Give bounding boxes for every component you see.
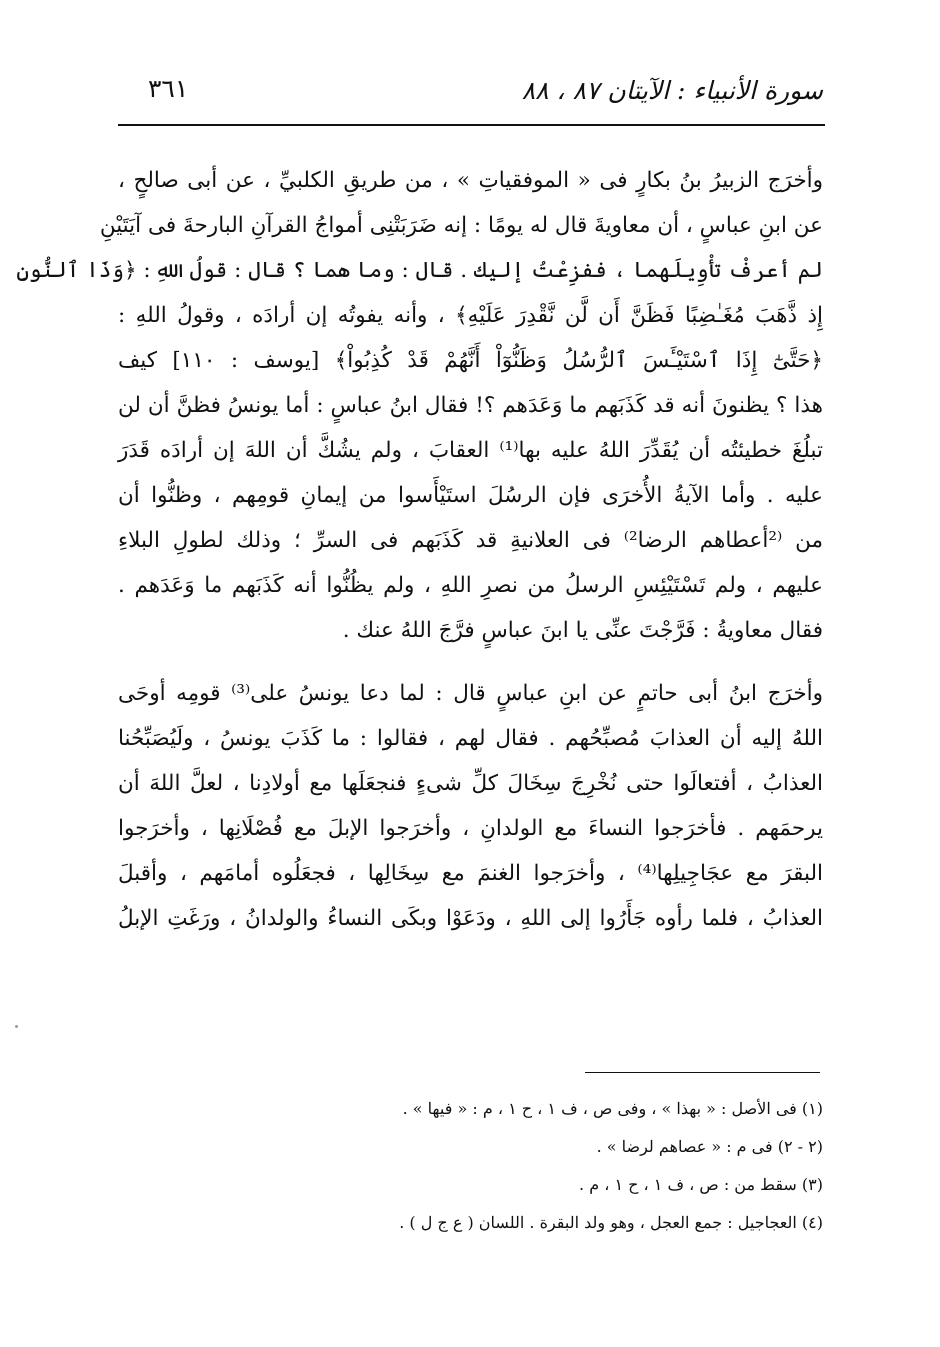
paragraph-1 <box>16 158 824 653</box>
text-line: البقرَ مع عجَاجِيلِها⁽⁴⁾ ، وأخرَجوا الغنمَ مع سِخَالِها ، فجعَلُوه أمامَهم ، وأقبلَ <box>118 861 823 886</box>
text-line: ﴿حَتَّىٰٓ إِذَا ٱسْتَيْـَٔسَ ٱلرُّسُلُ وَظَنُّوٓاْ أَنَّهُمْ قَدْ كُذِبُواْ﴾ [يوسف : ١١٠] كيف <box>118 348 824 373</box>
footnote-1: (١) فى الأصل : « بهذا » ، وفى ص ، ف ١ ، ح ١ ، م : « فيها » . <box>402 1099 823 1118</box>
text-line: عليهم ، ولم تَسْتَيْئِسِ الرسلُ من نصرِ اللهِ ، ولم يظُنُّوا أنه كَذَبَهم ما وَعَدَهم . <box>118 573 823 598</box>
text-line: يرحمَهم . فأخرَجوا النساءَ مع الولدانِ ، وأخرَجوا الإبلَ مع فُصْلَانِها ، وأخرَجوا <box>118 816 823 841</box>
running-title: سورة الأنبياء : الآيتان ٨٧ ، ٨٨ <box>521 76 823 105</box>
footnote-divider <box>585 1072 820 1073</box>
paragraph-2 <box>118 671 823 941</box>
page-number: ٣٦١ <box>148 74 189 103</box>
text-line: إِذ ذَّهَبَ مُغَـٰضِبًا فَظَنَّ أَن لَّن نَّقْدِرَ عَلَيْهِ﴾ ، وأنه يفوتُه إن أرادَه ، وقولُ اللهِ : <box>118 303 823 328</box>
text-line: وأخرَج الزبيرُ بنُ بكارٍ فى « الموفقياتِ » ، من طريقِ الكلبيِّ ، عن أبى صالحٍ ، <box>118 168 823 193</box>
text-line: عن ابنِ عباسٍ ، أن معاويةَ قال له يومًا : إنه ضَرَبَتْنِى أمواجُ القرآنِ البارحةَ فى آيَتَيْنِ <box>99 213 823 238</box>
main-text <box>16 158 824 941</box>
header-divider <box>118 124 825 126</box>
text-line: من ⁽²أعطاهم الرضا²⁾ فى العلانيةِ قد كَذَبَهم فى السرِّ ؛ وذلك لطولِ البلاءِ <box>118 528 823 553</box>
paragraph-spacer <box>118 653 823 671</box>
footnote-4: (٤) العجاجيل : جمع العجل ، وهو ولد البقرة . اللسان ( ع ج ل ) . <box>399 1213 823 1232</box>
page-header <box>118 70 823 116</box>
text-line: عليه . وأما الآيةُ الأُخرَى فإن الرسُلَ استَيْأَسوا من إيمانِ قومِهم ، وظنُّوا أن <box>118 483 823 508</box>
text-line: تبلُغَ خطيئتُه أن يُقَدِّرَ اللهُ عليه بها⁽¹⁾ العقابَ ، ولم يشُكَّ أن اللهَ إن أرادَه قَدَرَ <box>118 438 823 463</box>
footnotes <box>118 1090 823 1242</box>
scan-speck <box>15 1025 18 1028</box>
text-line: لم أعرفْ تأْوِيلَهما ، ففزِعْتُ إليك . قال : وما هما ؟ قال : قولُ اللهِ : ﴿وَذَا ٱلنُّونِ <box>16 258 823 283</box>
text-line: وأخرَج ابنُ أبى حاتمٍ عن ابنِ عباسٍ قال : لما دعا يونسُ على⁽³⁾ قومِه أوحَى <box>118 681 823 706</box>
footnote-2: (٢ - ٢) فى م : « عصاهم لرضا » . <box>596 1137 823 1156</box>
text-line: العذابُ ، فلما رأوه جَأَرُوا إلى اللهِ ، ودَعَوْا وبكَى النساءُ والولدانُ ، ورَغَتِ الإبلُ <box>118 906 823 931</box>
text-line: فقال معاويةُ : فَرَّجْتَ عنِّى يا ابنَ عباسٍ فرَّجَ اللهُ عنك . <box>342 618 823 643</box>
text-line: اللهُ إليه أن العذابَ مُصبِّحُهم . فقال لهم ، فقالوا : ما كَذَبَ يونسُ ، ولَيُصَبِّحُنا <box>118 726 823 751</box>
footnote-3: (٣) سقط من : ص ، ف ١ ، ح ١ ، م . <box>579 1175 823 1194</box>
text-line: هذا ؟ يظنونَ أنه قد كَذَبَهم ما وَعَدَهم ؟! فقال ابنُ عباسٍ : أما يونسُ فظنَّ أن لن <box>118 393 823 418</box>
text-line: العذابُ ، أفتعالَوا حتى نُخْرِجَ سِخَالَ كلِّ شىءٍ فنجعَلَها مع أولادِنا ، لعلَّ اللهَ أن <box>118 771 823 796</box>
